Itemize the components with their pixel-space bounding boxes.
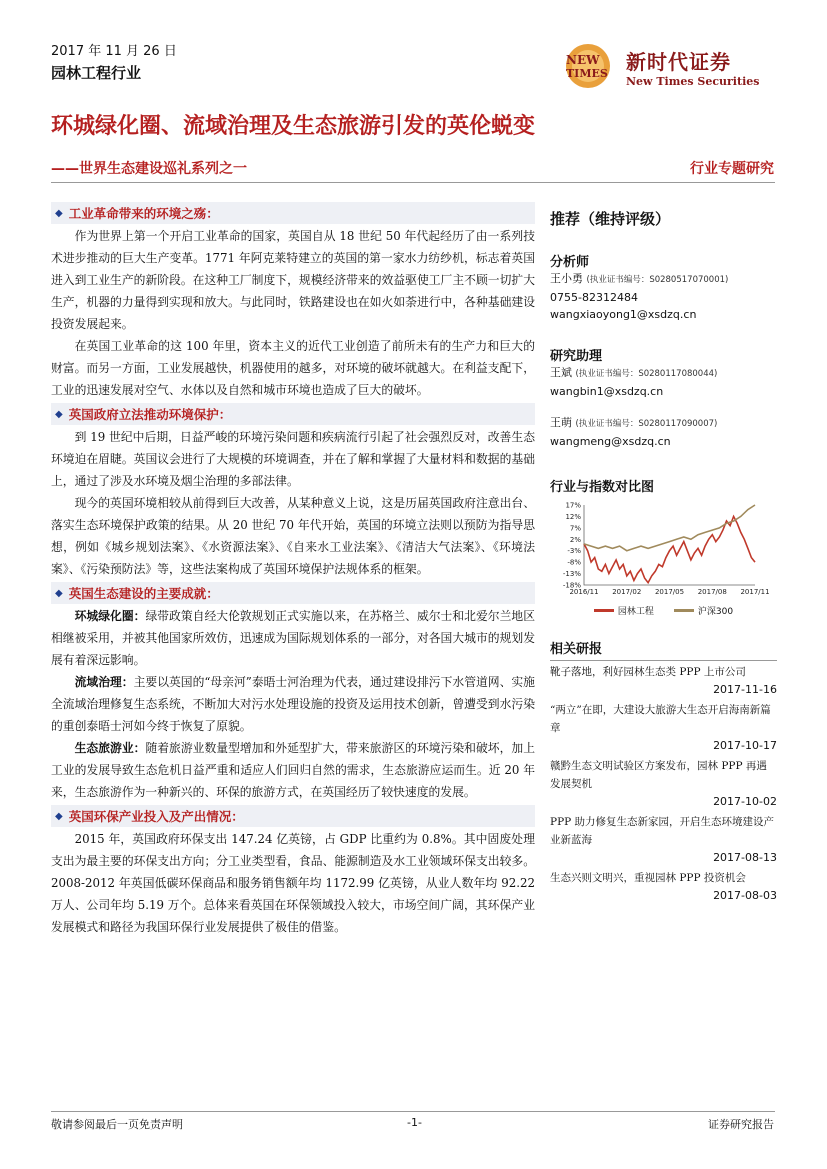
- report-type: 行业专题研究: [690, 161, 774, 177]
- assistant-name: 王斌: [550, 366, 572, 379]
- paragraph: [51, 671, 535, 737]
- analyst-phone: 0755-82312484: [550, 291, 638, 304]
- paragraph: 在英国工业革命的这 100 年里，资本主义的近代工业创造了前所未有的生产力和巨大的财富。而另一方面，工业发展越快，机器使用的越多，对环境的破坏就越大。在利益支配下，工业的迅速发展对空气、水体以及自然和城市环境也造成了巨大的破坏。: [51, 339, 535, 397]
- paragraph-body: 主要以英国的“母亲河”泰晤士河治理为代表，通过建设排污下水管道网、实施全流域治理修复生态系统，不断加大对污水处理设施的投资及运用技术创新，曾遭受到水污染的重创泰晤士河如今终于恢复了原貌。: [51, 675, 535, 733]
- diamond-bullet-icon: ◆: [55, 587, 63, 599]
- industry-name: 园林工程行业: [51, 64, 142, 82]
- section-heading-text: 工业革命带来的环境之殇：: [68, 206, 219, 221]
- paragraph: 到 19 世纪中后期，日益严峻的环境污染问题和疾病流行引起了社会强烈反对，改善生态环境迫在眉睫。英国议会进行了大规模的环境调查，并在了解和掌握了大量材料和数据的基础上，通过了涉及水环境及烟尘治理的多部法律。: [51, 430, 535, 488]
- analyst-name-line: [550, 270, 777, 289]
- paragraph-body: 随着旅游业数量型增加和外延型扩大，带来旅游区的环境污染和破坏，加上工业的发展导致生态危机日益严重和适应人们回归自然的需求，生态旅游应运而生。近 20 年来，生态旅游作为一种新兴的、环保的旅游方式，在英国经历了较快速度的发展。: [51, 741, 535, 799]
- y-tick-label: 12%: [565, 512, 581, 521]
- section-legislation: [51, 403, 535, 580]
- x-tick-label: 2017/11: [740, 588, 770, 596]
- legend-label: 园林工程: [617, 607, 654, 617]
- header-divider: [51, 182, 775, 183]
- series-line-csi300: [584, 505, 755, 551]
- related-report-date: 2017-08-03: [713, 889, 777, 902]
- related-report-title[interactable]: PPP 助力修复生态新家园，开启生态环境建设产业新蓝海: [550, 816, 775, 846]
- section-heading: [51, 403, 535, 425]
- related-reports-list: [550, 663, 777, 905]
- diamond-bullet-icon: ◆: [55, 207, 63, 219]
- analyst-cert: (执业证书编号：S0280517070001): [586, 275, 729, 285]
- chart-legend: [550, 604, 777, 617]
- section-heading: [51, 582, 535, 604]
- analyst-heading: 分析师: [550, 255, 590, 270]
- report-date: 2017 年 11 月 26 日: [51, 44, 177, 59]
- y-tick-label: 7%: [569, 524, 581, 533]
- legend-label: 沪深300: [697, 607, 734, 617]
- paragraph: 2015 年，英国政府环保支出 147.24 亿英镑，占 GDP 比重约为 0.8%。其中固废处理支出为最主要的环保支出方向；分工业类型看，食品、能源制造及水工业领域环保支出较多。2008-2012 年英国低碳环保商品和服务销售额年均 1172.99 亿英镑，从业人数年均 92.22 万人、公司年均 5.19 万个。总体来看英国在环保领域投入较大，市场空间广阔，其环保产业发展模式和路径为我国环保行业发展提供了极佳的借鉴。: [51, 832, 535, 934]
- analyst-name: 王小勇: [550, 272, 583, 285]
- related-report-date: 2017-08-13: [713, 851, 777, 864]
- assistant-name-line: [550, 364, 777, 383]
- related-report-title[interactable]: “两立”在即，大建设大旅游大生态开启海南新篇章: [550, 704, 771, 734]
- assistant-name: 王萌: [550, 416, 572, 429]
- paragraph-lead: 流域治理：: [74, 675, 134, 689]
- page-number: -1-: [407, 1116, 422, 1129]
- logo-mark-line1: NEW: [566, 53, 600, 67]
- legend-swatch: [594, 609, 614, 612]
- report-subtitle: ——世界生态建设巡礼系列之一: [51, 161, 247, 177]
- y-tick-label: -8%: [567, 558, 581, 567]
- paragraph: 现今的英国环境相较从前得到巨大改善，从某种意义上说，这是历届英国政府注意出台、落实生态环境保护政策的结果。从 20 世纪 70 年代开始，英国的环境立法则以预防为指导思想，例如《城乡规划法案》、《水资源法案》、《自来水工业法案》、《清洁大气法案》、《环境法案》、《污染预防法》等，这些法案构成了英国环境保护法规体系的框架。: [51, 496, 535, 576]
- footer-divider: [51, 1111, 775, 1112]
- section-heading-text: 英国政府立法推动环境保护：: [68, 407, 232, 422]
- related-report-title[interactable]: 生态兴则文明兴，重视园林 PPP 投资机会: [550, 872, 746, 884]
- y-tick-label: -18%: [562, 581, 581, 590]
- footer-report-label: 证券研究报告: [708, 1118, 774, 1131]
- related-report-date: 2017-10-02: [713, 795, 777, 808]
- y-tick-label: 2%: [569, 535, 581, 544]
- assistant-cert: (执业证书编号：S0280117080044): [575, 369, 718, 379]
- legend-item: [594, 604, 654, 617]
- series-line-landscape: [584, 516, 755, 582]
- section-heading-text: 英国环保产业投入及产出情况：: [68, 809, 244, 824]
- body-column: [51, 200, 535, 938]
- assistant-heading: 研究助理: [550, 349, 603, 364]
- related-report-title[interactable]: 赣黔生态文明试验区方案发布，园林 PPP 再遇发展契机: [550, 760, 767, 790]
- related-report-date: 2017-10-17: [713, 739, 777, 752]
- analyst-email[interactable]: wangxiaoyong1@xsdzq.cn: [550, 308, 697, 321]
- logo-en: New Times Securities: [626, 75, 760, 88]
- assistant-name-line: [550, 414, 777, 433]
- y-tick-label: 17%: [565, 501, 581, 510]
- diamond-bullet-icon: ◆: [55, 810, 63, 822]
- footer-disclaimer: 敬请参阅最后一页免责声明: [51, 1118, 183, 1131]
- section-industry-output: [51, 805, 535, 938]
- assistant-email[interactable]: wangbin1@xsdzq.cn: [550, 385, 664, 398]
- chart-heading: 行业与指数对比图: [550, 480, 655, 495]
- company-logo: [560, 40, 785, 96]
- y-tick-label: -13%: [562, 570, 581, 579]
- section-achievements: [51, 582, 535, 803]
- assistant-email[interactable]: wangmeng@xsdzq.cn: [550, 435, 671, 448]
- rating: 推荐（维持评级）: [550, 210, 671, 228]
- x-tick-label: 2017/02: [612, 588, 642, 596]
- section-heading: [51, 202, 535, 224]
- legend-item: [674, 604, 733, 617]
- section-industrial: [51, 202, 535, 401]
- report-title: 环城绿化圈、流域治理及生态旅游引发的英伦蜕变: [51, 114, 536, 139]
- section-heading: [51, 805, 535, 827]
- sidebar: [550, 200, 777, 905]
- logo-cn: 新时代证券: [626, 50, 731, 74]
- index-comparison-chart: [550, 499, 777, 624]
- section-heading-text: 英国生态建设的主要成就：: [68, 586, 219, 601]
- paragraph: [51, 737, 535, 803]
- legend-swatch: [674, 609, 694, 612]
- related-report-title[interactable]: 靴子落地，利好园林生态类 PPP 上市公司: [550, 666, 746, 678]
- assistant-cert: (执业证书编号：S0280117090007): [575, 419, 718, 429]
- paragraph-lead: 生态旅游业：: [74, 741, 146, 755]
- related-reports-heading: 相关研报: [550, 638, 777, 661]
- paragraph: [51, 605, 535, 671]
- x-tick-label: 2016/11: [569, 588, 599, 596]
- related-report-date: 2017-11-16: [713, 683, 777, 696]
- diamond-bullet-icon: ◆: [55, 408, 63, 420]
- paragraph: 作为世界上第一个开启工业革命的国家，英国自从 18 世纪 50 年代起经历了由一系列技术进步推动的巨大生产变革。1771 年阿克莱特建立的英国的第一家水力纺纱机，标志着英国进入到工业生产的新阶段。在这种工厂制度下，规模经济带来的效益驱使工厂主不顾一切扩大生产，机器的力量得到实现和放大。与此同时，铁路建设也在如火如荼进行中，各种基础建设投资发展起来。: [51, 229, 535, 331]
- x-tick-label: 2017/05: [654, 588, 685, 596]
- x-tick-label: 2017/08: [697, 588, 727, 596]
- y-tick-label: -3%: [567, 547, 581, 556]
- paragraph-lead: 环城绿化圈：: [74, 609, 146, 623]
- chart-svg: [550, 499, 777, 599]
- logo-mark-line2: TIMES: [566, 67, 608, 80]
- paragraph-body: 绿带政策自经大伦敦规划正式实施以来，在苏格兰、威尔士和北爱尔兰地区相继被采用，并被其他国家所效仿，迅速成为国际规划体系的一部分，对各国大城市的规划发展有着深远影响。: [51, 609, 535, 667]
